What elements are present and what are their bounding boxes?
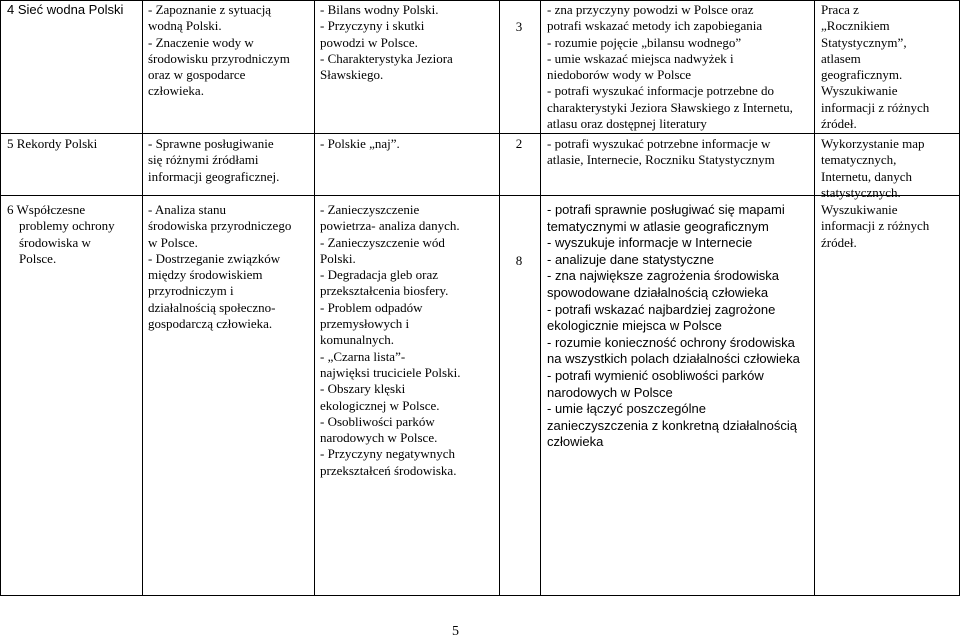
row1-method-line: „Rocznikiem [821,18,890,34]
row2-hours: 2 [515,136,523,151]
row2-theme-line: - Polskie „naj”. [320,136,400,151]
row3-outcome-line: - umie łączyć poszczególne [547,401,706,417]
row3-theme-line: przekształceń środowiska. [320,462,457,478]
row3-theme-line: Polski. [320,250,356,266]
row1-content-line: wodną Polski. [148,18,222,34]
page-number: 5 [452,624,459,639]
row1-method-line: Statystycznym”, [821,34,907,50]
row1-theme-line: powodzi w Polsce. [320,34,418,50]
row1-outcome-line: - rozumie pojęcie „bilansu wodnego” [547,34,742,50]
row3-theme-line: przekształcenia biosfery. [320,283,449,299]
row1-method-line: Wyszukiwanie [821,83,898,99]
row3-topic-line: środowiska w [19,234,91,250]
row1-content-line: - Znaczenie wody w [148,34,254,50]
row1-content-line: - Zapoznanie z sytuacją [148,2,272,17]
row3-topic-line: Polsce. [19,250,57,266]
row1-method-line: atlasem [821,50,861,66]
row1-hours: 3 [515,19,523,34]
row3-themes [320,202,460,479]
row2-outcomes [547,136,775,169]
row1-theme-line: Sławskiego. [320,67,384,83]
row1-theme-line: - Charakterystyka Jeziora [320,50,453,66]
row2-content-line: - Sprawne posługiwanie [148,136,274,151]
row1-outcome-line: - zna przyczyny powodzi w Polsce oraz [547,2,754,17]
row3-hours: 8 [515,253,523,268]
row3-outcome-line: - wyszukuje informacje w Internecie [547,235,753,251]
row3-content-line: w Polsce. [148,234,198,250]
row1-content [148,2,290,100]
row3-outcomes [547,202,800,451]
row3-outcome-line: - analizuje dane statystyczne [547,251,714,267]
row1-themes [320,2,453,83]
row3-method-line: źródeł. [821,234,857,250]
row3-theme-line: - Przyczyny negatywnych [320,446,456,462]
row1-method-line: geograficznym. [821,67,903,83]
row3-outcome-line: - potrafi wymienić osobliwości parków [547,367,764,383]
row3-theme-line: - Zanieczyszczenie wód [320,234,445,250]
row2-content-line: się różnymi źródłami [148,152,259,168]
row1-outcome-line: niedoborów wody w Polsce [547,67,692,83]
row1-outcome-line: atlasu oraz dostępnej literatury [547,116,707,132]
row2-method-line: statystycznych. [821,184,901,200]
row1-method-line: informacji z różnych [821,99,930,115]
row1-topic [7,2,123,18]
row3-theme-line: - Problem odpadów [320,299,423,315]
row3-theme-line: - Degradacja gleb oraz [320,267,439,283]
row3-content-line: między środowiskiem [148,267,263,283]
row3-outcome-line: człowieka [547,434,604,450]
row3-theme-line: - Zanieczyszczenie [320,202,420,217]
row2-method-line: Wykorzystanie map [821,136,925,151]
row3-content-line: - Dostrzeganie związków [148,250,281,266]
row1-theme-line: - Bilans wodny Polski. [320,2,439,17]
row3-outcome-line: narodowych w Polsce [547,384,673,400]
row3-outcome-line: tematycznymi w atlasie geograficznym [547,218,769,234]
row1-method-line: Praca z [821,2,859,17]
row3-topic-line: 6 Współczesne [7,202,86,217]
row3-outcome-line: - potrafi sprawnie posługiwać się mapami [547,202,785,217]
row1-outcome-line: - umie wskazać miejsca nadwyżek i [547,50,734,66]
row3-content-line: gospodarczą człowieka. [148,316,273,332]
row3-content [148,202,291,332]
row3-content-line: przyrodniczym i [148,283,234,299]
row3-theme-line: powietrza- analiza danych. [320,218,460,234]
row3-method-line: informacji z różnych [821,218,930,234]
row3-topic-line: problemy ochrony [19,218,115,234]
row1-theme-line: - Przyczyny i skutki [320,18,425,34]
row1-content-line: człowieka. [148,83,204,99]
row3-content-line: środowiska przyrodniczego [148,218,292,234]
row2-content-line: informacji geograficznej. [148,168,280,184]
row3-theme-line: komunalnych. [320,332,395,348]
row2-methods [821,136,925,201]
row3-theme-line: narodowych w Polsce. [320,430,438,446]
row3-outcome-line: - potrafi wskazać najbardziej zagrożone [547,301,776,317]
row1-content-line: środowisku przyrodniczym [148,50,290,66]
row2-themes [320,136,400,152]
row1-outcome-line: potrafi wskazać metody ich zapobiegania [547,18,763,34]
row1-outcome-line: - potrafi wyszukać informacje potrzebne do [547,83,775,99]
row3-method-line: Wyszukiwanie [821,202,898,217]
row3-outcome-line: na wszystkich polach działalności człowieka [547,351,800,367]
row2-outcome-line: atlasie, Internecie, Roczniku Statystycznym [547,152,775,168]
row3-theme-line: - Obszary klęski [320,381,406,397]
row2-content [148,136,279,185]
row3-topic [7,202,115,267]
row3-content-line: działalnością społeczno- [148,299,276,315]
row2-method-line: tematycznych, [821,152,897,168]
row2-outcome-line: - potrafi wyszukać potrzebne informacje w [547,136,771,151]
row3-outcome-line: - zna największe zagrożenia środowiska [547,268,779,284]
row3-outcome-line: spowodowane działalnością człowieka [547,284,769,300]
row2-topic-line: 5 Rekordy Polski [7,136,98,151]
row1-outcome-line: charakterystyki Jeziora Sławskiego z Internetu, [547,99,793,115]
row2-method-line: Internetu, danych [821,168,912,184]
row3-theme-line: - Osobliwości parków [320,413,435,429]
row1-methods [821,2,929,132]
row2-topic [7,136,97,152]
row3-theme-line: przemysłowych i [320,316,410,332]
row3-outcome-line: - rozumie konieczność ochrony środowiska [547,334,795,350]
row3-outcome-line: ekologicznie miejsca w Polsce [547,318,722,334]
row3-theme-line: ekologicznej w Polsce. [320,397,440,413]
row1-content-line: oraz w gospodarce [148,67,246,83]
row3-methods [821,202,929,251]
row3-outcome-line: zanieczyszczenia z konkretną działalnością [547,417,798,433]
row3-theme-line: - „Czarna lista”- [320,348,406,364]
row3-content-line: - Analiza stanu [148,202,226,217]
row1-outcomes [547,2,793,132]
row1-topic-line: 4 Sieć wodna Polski [7,2,124,17]
row1-method-line: źródeł. [821,116,857,132]
row3-theme-line: najwięksi truciciele Polski. [320,364,461,380]
